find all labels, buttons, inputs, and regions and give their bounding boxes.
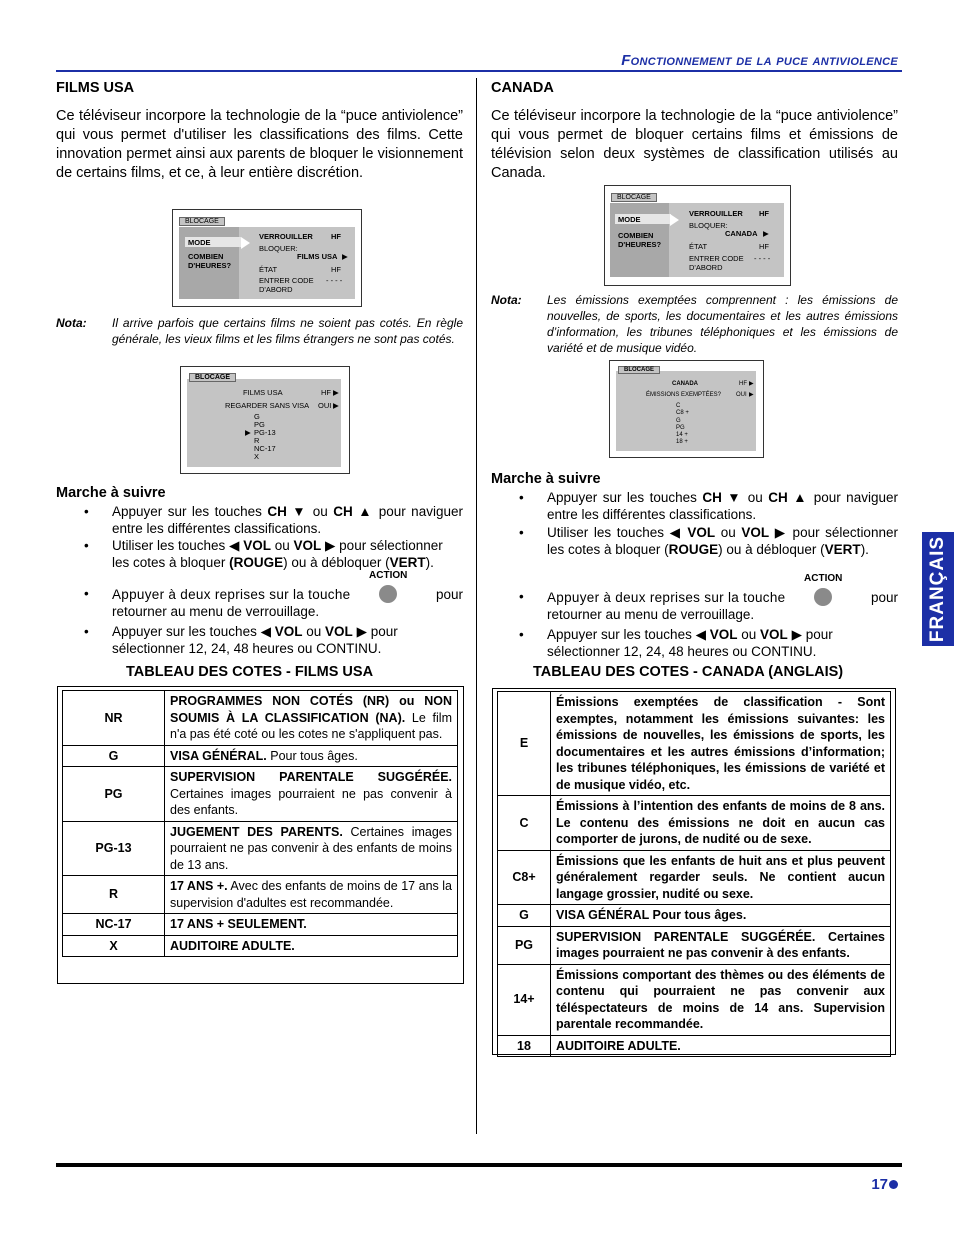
menu-row-value: HF bbox=[759, 242, 769, 251]
rating-description-bold: AUDITOIRE ADULTE. bbox=[556, 1038, 681, 1053]
rating-code: NR bbox=[63, 691, 165, 746]
menu-pointer-icon bbox=[241, 237, 250, 249]
menu-row-value: HF bbox=[759, 209, 769, 218]
table-row bbox=[498, 964, 891, 1035]
step-text: pour naviguer entre les différentes classifications. bbox=[547, 490, 898, 522]
step-item bbox=[112, 570, 463, 620]
red-label: ROUGE bbox=[668, 542, 719, 557]
arrow-right-icon: ▶ bbox=[791, 627, 802, 642]
vol-key: VOL bbox=[243, 538, 271, 553]
step-text: Appuyer à deux reprises sur la touche bbox=[112, 586, 351, 602]
table-row bbox=[63, 691, 458, 746]
language-tab-label: FRANÇAIS bbox=[927, 535, 948, 643]
right-ratings-table bbox=[497, 691, 891, 1057]
rating-description-text: Pour tous âges. bbox=[266, 748, 358, 763]
arrow-down-icon: ▼ bbox=[727, 490, 743, 505]
menu-row-value: HF bbox=[331, 232, 341, 241]
step-item bbox=[547, 524, 898, 558]
arrow-up-icon: ▲ bbox=[358, 504, 374, 519]
menu-side-hours: COMBIEN D'HEURES? bbox=[188, 252, 232, 270]
rating-code: G bbox=[63, 745, 165, 767]
rating-code: C bbox=[498, 796, 551, 851]
menu-row-label: ÉTAT bbox=[689, 242, 708, 251]
rating-description bbox=[165, 935, 458, 957]
right-table-title: TABLEAU DES COTES - CANADA (ANGLAIS) bbox=[533, 664, 844, 680]
menu-row-value: OUI bbox=[736, 392, 747, 398]
rating-code: PG-13 bbox=[63, 821, 165, 876]
menu-row-value: HF bbox=[739, 381, 747, 387]
vol-key: VOL bbox=[687, 525, 716, 540]
menu-row-label: BLOQUER: bbox=[689, 221, 728, 230]
table-row bbox=[498, 1035, 891, 1057]
step-text: ou bbox=[302, 624, 326, 639]
action-label: ACTION bbox=[804, 573, 843, 584]
header-rule bbox=[56, 70, 902, 72]
menu-pointer-icon bbox=[670, 214, 679, 226]
page-dot-icon bbox=[889, 1180, 898, 1189]
left-steps-list: • Appuyer sur les touches CH ▼ ou CH ▲ pour naviguer entre les différentes classifications. • Utiliser les touches ◀ VOL ou VOL ▶ pour sélectionner les cotes à bloquer (ROUGE) ou à débloquer (VERT). • Appuyer à deux reprises sur la touche ACTION pour retourner au menu de verrouillage. • Appuyer sur les touches ◀ VOL ou VOL ▶ pour sélectionner 12, 24, 48 heures ou CONTINU. bbox=[84, 504, 463, 656]
step-text: Appuyer à deux reprises sur la touche bbox=[547, 589, 786, 605]
rating-description-bold: Émissions que les enfants de huit ans et plus peuvent généralement regarder seuls. Ne contient aucun langage grossier, nudité ou sexe. bbox=[556, 853, 885, 901]
left-ratings-table bbox=[62, 690, 458, 957]
menu-row-value: OUI bbox=[318, 401, 332, 410]
table-row bbox=[63, 821, 458, 876]
table-row bbox=[63, 935, 458, 957]
menu-row-label: CANADA bbox=[672, 381, 698, 387]
arrow-right-icon: ▶ bbox=[356, 624, 367, 639]
rating-description-bold: 17 ANS + SEULEMENT. bbox=[170, 917, 307, 931]
step-text: Utiliser les touches bbox=[112, 538, 230, 553]
menu-row-label: ENTRER CODE D'ABORD bbox=[259, 276, 314, 294]
menu-row-value: HF bbox=[331, 265, 341, 274]
rating-item: G bbox=[254, 412, 260, 421]
rating-item: C bbox=[676, 403, 681, 409]
left-intro: Ce téléviseur incorpore la technologie de la “puce antiviolence” qui vous permet d'utiliser les classifications des films. Cette innovation permet ainsi aux parents de bloquer le visionnement de certains films, et ce, à leur entière discrétion. bbox=[56, 108, 463, 181]
table-row bbox=[63, 745, 458, 767]
rating-description-text: Le film n'a pas été coté ou les cotes ne s'appliquent pas. bbox=[170, 710, 452, 741]
green-label: VERT bbox=[389, 555, 426, 570]
rating-item: 14 + bbox=[676, 432, 688, 438]
step-item bbox=[547, 626, 898, 660]
vol-key: VOL bbox=[760, 627, 788, 642]
step-text: Utiliser les touches bbox=[547, 525, 670, 540]
ch-key: CH bbox=[702, 490, 722, 505]
arrow-left-icon: ◀ bbox=[229, 538, 240, 553]
rating-description bbox=[551, 905, 891, 927]
rating-code: PG bbox=[63, 767, 165, 822]
arrow-right-icon: ▶ bbox=[774, 525, 787, 540]
step-text: Appuyer sur les touches bbox=[112, 624, 261, 639]
step-text: pour sélectionner les cotes à bloquer bbox=[112, 538, 443, 570]
rating-description-bold: VISA GÉNÉRAL Pour tous âges. bbox=[556, 908, 747, 922]
vol-key: VOL bbox=[274, 624, 303, 639]
left-ratings-menu-screen bbox=[180, 366, 350, 474]
arrow-right-icon: ▶ bbox=[763, 229, 769, 238]
language-tab bbox=[922, 532, 954, 646]
menu-side-mode: MODE bbox=[618, 215, 641, 224]
menu-row-label: VERROUILLER bbox=[259, 232, 313, 241]
rating-code: NC-17 bbox=[63, 914, 165, 936]
table-row bbox=[498, 905, 891, 927]
table-row bbox=[63, 876, 458, 914]
step-item bbox=[547, 573, 898, 623]
step-text: ou bbox=[307, 504, 334, 519]
table-row bbox=[498, 692, 891, 796]
rating-description bbox=[165, 821, 458, 876]
table-row bbox=[63, 914, 458, 936]
menu-tab: BLOCAGE bbox=[611, 193, 657, 202]
rating-description-bold: Émissions exemptées de classification - Sont exemptes, notamment les émissions suivantes: les émissions de nouvelles, les émissions de sports, les documentaires et les autres émissions d’information; les tribunes téléphoniques, les émissions de variété et de musique vidéo, etc. bbox=[556, 695, 885, 792]
arrow-right-icon: ▶ bbox=[333, 388, 339, 397]
right-ratings-menu-screen bbox=[609, 360, 764, 458]
right-nota-label: Nota: bbox=[491, 293, 522, 307]
rating-description bbox=[551, 850, 891, 905]
rating-description bbox=[551, 926, 891, 964]
step-text: pour sélectionner 12, 24, 48 heures ou CONTINU. bbox=[112, 624, 398, 656]
left-steps-heading: Marche à suivre bbox=[56, 485, 166, 501]
rating-item: PG bbox=[676, 425, 685, 431]
footer-rule bbox=[56, 1163, 902, 1167]
step-item bbox=[112, 623, 463, 657]
menu-row-label: ÉMISSIONS EXEMPTÉES? bbox=[646, 392, 722, 398]
rating-code: X bbox=[63, 935, 165, 957]
vol-key: VOL bbox=[741, 525, 770, 540]
rating-description bbox=[551, 1035, 891, 1057]
rating-item: 18 + bbox=[676, 439, 688, 445]
arrow-left-icon: ◀ bbox=[669, 525, 682, 540]
left-heading: FILMS USA bbox=[56, 80, 135, 96]
right-lock-menu-screen bbox=[604, 185, 791, 286]
ch-key: CH bbox=[768, 490, 788, 505]
column-divider bbox=[476, 78, 477, 1134]
menu-side-mode: MODE bbox=[188, 238, 211, 247]
arrow-up-icon: ▲ bbox=[793, 490, 809, 505]
left-nota-label: Nota: bbox=[56, 316, 87, 330]
menu-row-label: ENTRER CODE D'ABORD bbox=[689, 254, 744, 272]
rating-description-bold: PROGRAMMES NON COTÉS (NR) ou NON SOUMIS À LA CLASSIFICATION (NA). bbox=[170, 694, 452, 725]
step-text: ). bbox=[425, 555, 434, 570]
menu-row-value: FILMS USA bbox=[297, 252, 338, 261]
step-text: ou bbox=[737, 627, 761, 642]
action-button-icon bbox=[804, 573, 843, 606]
step-text: Appuyer sur les touches bbox=[112, 504, 268, 519]
step-item bbox=[547, 489, 898, 523]
rating-description bbox=[165, 745, 458, 767]
menu-row-label: ÉTAT bbox=[259, 265, 278, 274]
page-header-title: Fonctionnement de la puce antiviolence bbox=[621, 52, 898, 69]
left-nota-text: Il arrive parfois que certains films ne soient pas cotés. En règle générale, les vieux films et les films étrangers ne sont pas cotés. bbox=[112, 316, 463, 346]
table-row bbox=[498, 850, 891, 905]
rating-code: PG bbox=[498, 926, 551, 964]
menu-row-value: CANADA bbox=[725, 229, 758, 238]
rating-description-bold: SUPERVISION PARENTALE SUGGÉRÉE. bbox=[170, 770, 452, 784]
vol-key: VOL bbox=[709, 627, 738, 642]
step-item bbox=[112, 503, 463, 537]
step-text: pour naviguer entre les différentes classifications. bbox=[112, 504, 463, 536]
rating-description bbox=[165, 914, 458, 936]
step-text: ou bbox=[270, 538, 294, 553]
menu-row-label: BLOQUER: bbox=[259, 244, 298, 253]
vol-key: VOL bbox=[293, 538, 322, 553]
step-text: ou bbox=[715, 525, 742, 540]
rating-item: R bbox=[254, 436, 260, 445]
rating-description-text: Avec des enfants de moins de 17 ans la supervision d'adultes est recommandée. bbox=[170, 879, 452, 910]
rating-code: 18 bbox=[498, 1035, 551, 1057]
table-row bbox=[498, 926, 891, 964]
rating-description bbox=[551, 796, 891, 851]
rating-code: C8+ bbox=[498, 850, 551, 905]
red-label: (ROUGE bbox=[229, 555, 284, 570]
step-text: ) ou à débloquer ( bbox=[718, 542, 825, 557]
rating-description-text: Certaines images pourraient ne pas convenir à des enfants. bbox=[170, 786, 452, 817]
rating-description-bold: Émissions à l’intention des enfants de moins de 8 ans. Le contenu des émissions ne doit en aucun cas comporter de jurons, de nudité ou de sexe. bbox=[556, 799, 885, 846]
menu-row-label: REGARDER SANS VISA bbox=[225, 401, 310, 410]
vol-key: VOL bbox=[325, 624, 353, 639]
left-lock-menu-screen bbox=[172, 209, 362, 307]
ch-key: CH bbox=[267, 504, 287, 519]
ch-key: CH bbox=[333, 504, 353, 519]
rating-description bbox=[551, 964, 891, 1035]
arrow-left-icon: ◀ bbox=[695, 627, 706, 642]
rating-description bbox=[551, 692, 891, 796]
right-intro: Ce téléviseur incorpore la technologie de la “puce antiviolence” qui vous permet de bloquer certains films et émissions de télévision selon deux systèmes de classification utilisés au Canada. bbox=[491, 108, 898, 181]
menu-row-value: - - - - bbox=[326, 276, 343, 285]
rating-description bbox=[165, 876, 458, 914]
rating-description-bold: Émissions comportant des thèmes ou des éléments de contenu qui pourraient ne pas convenir aux téléspectateurs de moins de 14 ans. Supervision parentale recommandée. bbox=[556, 967, 885, 1031]
step-text: retourner au menu de verrouillage. bbox=[112, 604, 320, 619]
rating-description-bold: 17 ANS +. bbox=[170, 879, 228, 893]
right-nota-text: Les émissions exemptées comprennent : les émissions de nouvelles, de sports, les documentaires et les autres émissions d’information, les tribunes téléphoniques et les émissions de variété et de musique vidéo. bbox=[547, 293, 898, 355]
menu-tab: BLOCAGE bbox=[189, 373, 236, 382]
rating-description-text: Certaines images pourraient ne pas convenir à des enfants de moins de 13 ans. bbox=[170, 824, 452, 872]
selection-arrow-icon: ▶ bbox=[245, 428, 251, 437]
rating-item: PG bbox=[254, 420, 265, 429]
step-text: pour sélectionner les cotes à bloquer ( bbox=[547, 525, 898, 557]
step-text: pour bbox=[435, 586, 463, 602]
rating-item: NC-17 bbox=[254, 444, 276, 453]
right-heading: CANADA bbox=[491, 80, 554, 96]
step-text: retourner au menu de verrouillage. bbox=[547, 607, 755, 622]
rating-description bbox=[165, 767, 458, 822]
rating-description-bold: SUPERVISION PARENTALE SUGGÉRÉE. Certaines images pourraient ne pas convenir à des enfants. bbox=[556, 929, 885, 960]
rating-description-bold: JUGEMENT DES PARENTS. bbox=[170, 824, 343, 839]
rating-description-bold: VISA GÉNÉRAL. bbox=[170, 748, 267, 763]
rating-code: R bbox=[63, 876, 165, 914]
menu-row-label: FILMS USA bbox=[243, 388, 283, 397]
rating-description-bold: AUDITOIRE ADULTE. bbox=[170, 938, 295, 953]
menu-side-hours: COMBIEN D'HEURES? bbox=[618, 231, 662, 249]
arrow-right-icon: ▶ bbox=[749, 392, 754, 398]
menu-row-value: - - - - bbox=[754, 254, 771, 263]
rating-item: G bbox=[676, 418, 681, 424]
menu-row-value: HF bbox=[321, 388, 331, 397]
step-text: Appuyer sur les touches bbox=[547, 490, 703, 505]
page-number: 17 bbox=[871, 1176, 888, 1193]
action-label: ACTION bbox=[369, 570, 408, 581]
menu-row-label: VERROUILLER bbox=[689, 209, 743, 218]
arrow-right-icon: ▶ bbox=[325, 538, 336, 553]
rating-item: X bbox=[254, 452, 260, 461]
arrow-right-icon: ▶ bbox=[342, 252, 348, 261]
green-label: VERT bbox=[824, 542, 861, 557]
rating-description bbox=[165, 691, 458, 746]
right-steps-list: • Appuyer sur les touches CH ▼ ou CH ▲ pour naviguer entre les différentes classifications. • Utiliser les touches ◀ VOL ou VOL ▶ pour sélectionner les cotes à bloquer (ROUGE) ou à débloquer (VERT). • Appuyer à deux reprises sur la touche ACTION pour retourner au menu de verrouillage. • Appuyer sur les touches ◀ VOL ou VOL ▶ pour sélectionner 12, 24, 48 heures ou CONTINU. bbox=[519, 490, 898, 659]
menu-tab: BLOCAGE bbox=[179, 217, 225, 226]
rating-code: 14+ bbox=[498, 964, 551, 1035]
step-text: ). bbox=[860, 542, 869, 557]
step-text: Appuyer sur les touches bbox=[547, 627, 696, 642]
arrow-right-icon: ▶ bbox=[333, 401, 339, 410]
step-text: ) ou à débloquer ( bbox=[283, 555, 390, 570]
rating-item: C8 + bbox=[676, 410, 689, 416]
table-row bbox=[63, 767, 458, 822]
arrow-right-icon: ▶ bbox=[749, 381, 754, 387]
arrow-down-icon: ▼ bbox=[292, 504, 308, 519]
left-table-title: TABLEAU DES COTES - FILMS USA bbox=[126, 664, 374, 680]
step-text: pour sélectionner 12, 24, 48 heures ou CONTINU. bbox=[547, 627, 833, 659]
rating-code: G bbox=[498, 905, 551, 927]
menu-tab: BLOCAGE bbox=[618, 366, 660, 374]
step-text: pour bbox=[870, 589, 898, 605]
action-button-icon bbox=[369, 570, 408, 603]
right-steps-heading: Marche à suivre bbox=[491, 471, 601, 487]
step-item bbox=[112, 537, 463, 571]
rating-code: E bbox=[498, 692, 551, 796]
step-text: ou bbox=[742, 490, 769, 505]
rating-item: PG-13 bbox=[254, 428, 276, 437]
table-row bbox=[498, 796, 891, 851]
arrow-left-icon: ◀ bbox=[260, 624, 271, 639]
